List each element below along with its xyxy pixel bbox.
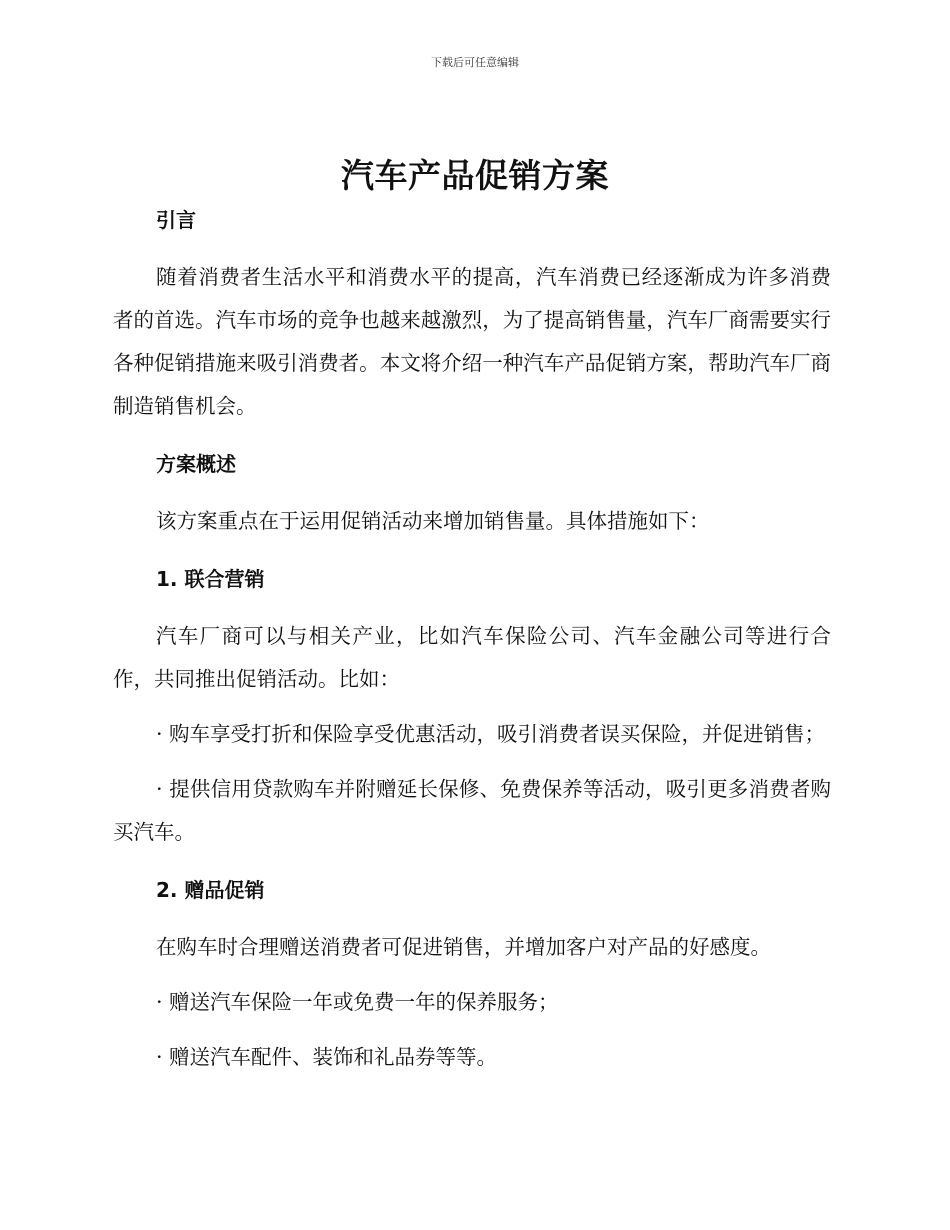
gift-promotion-paragraph: 在购车时合理赠送消费者可促进销售，并增加客户对产品的好感度。 xyxy=(156,935,771,959)
gift-promotion-bullet: · 赠送汽车配件、装饰和礼品券等等。 xyxy=(156,1045,498,1069)
gift-promotion-bullet: · 赠送汽车保险一年或免费一年的保养服务； xyxy=(156,990,559,1014)
document-body xyxy=(113,204,831,1079)
document-title: 汽车产品促销方案 xyxy=(341,156,609,195)
intro-paragraph: 随着消费者生活水平和消费水平的提高，汽车消费已经逐渐成为许多消费者的首选。汽车市场的竞争也越来越激烈，为了提高销售量，汽车厂商需要实行各种促销措施来吸引消费者。本文将介绍一种汽车产品促销方案，帮助汽车厂商制造销售机会。 xyxy=(113,265,831,418)
section-heading-intro: 引言 xyxy=(156,208,196,232)
section-heading-gift-promotion: 2. 赠品促销 xyxy=(156,878,265,902)
section-heading-overview: 方案概述 xyxy=(156,452,236,476)
joint-marketing-bullet: · 提供信用贷款购车并附赠延长保修、免费保养等活动，吸引更多消费者购买汽车。 xyxy=(113,777,831,844)
joint-marketing-paragraph: 汽车厂商可以与相关产业，比如汽车保险公司、汽车金融公司等进行合作，共同推出促销活动。比如： xyxy=(113,624,831,691)
joint-marketing-bullet: · 购车享受打折和保险享受优惠活动，吸引消费者误买保险，并促进销售； xyxy=(156,722,826,746)
overview-paragraph: 该方案重点在于运用促销活动来增加销售量。具体措施如下： xyxy=(156,509,710,533)
header-note: 下载后可任意编辑 xyxy=(431,56,519,69)
section-heading-joint-marketing: 1. 联合营销 xyxy=(156,567,265,591)
